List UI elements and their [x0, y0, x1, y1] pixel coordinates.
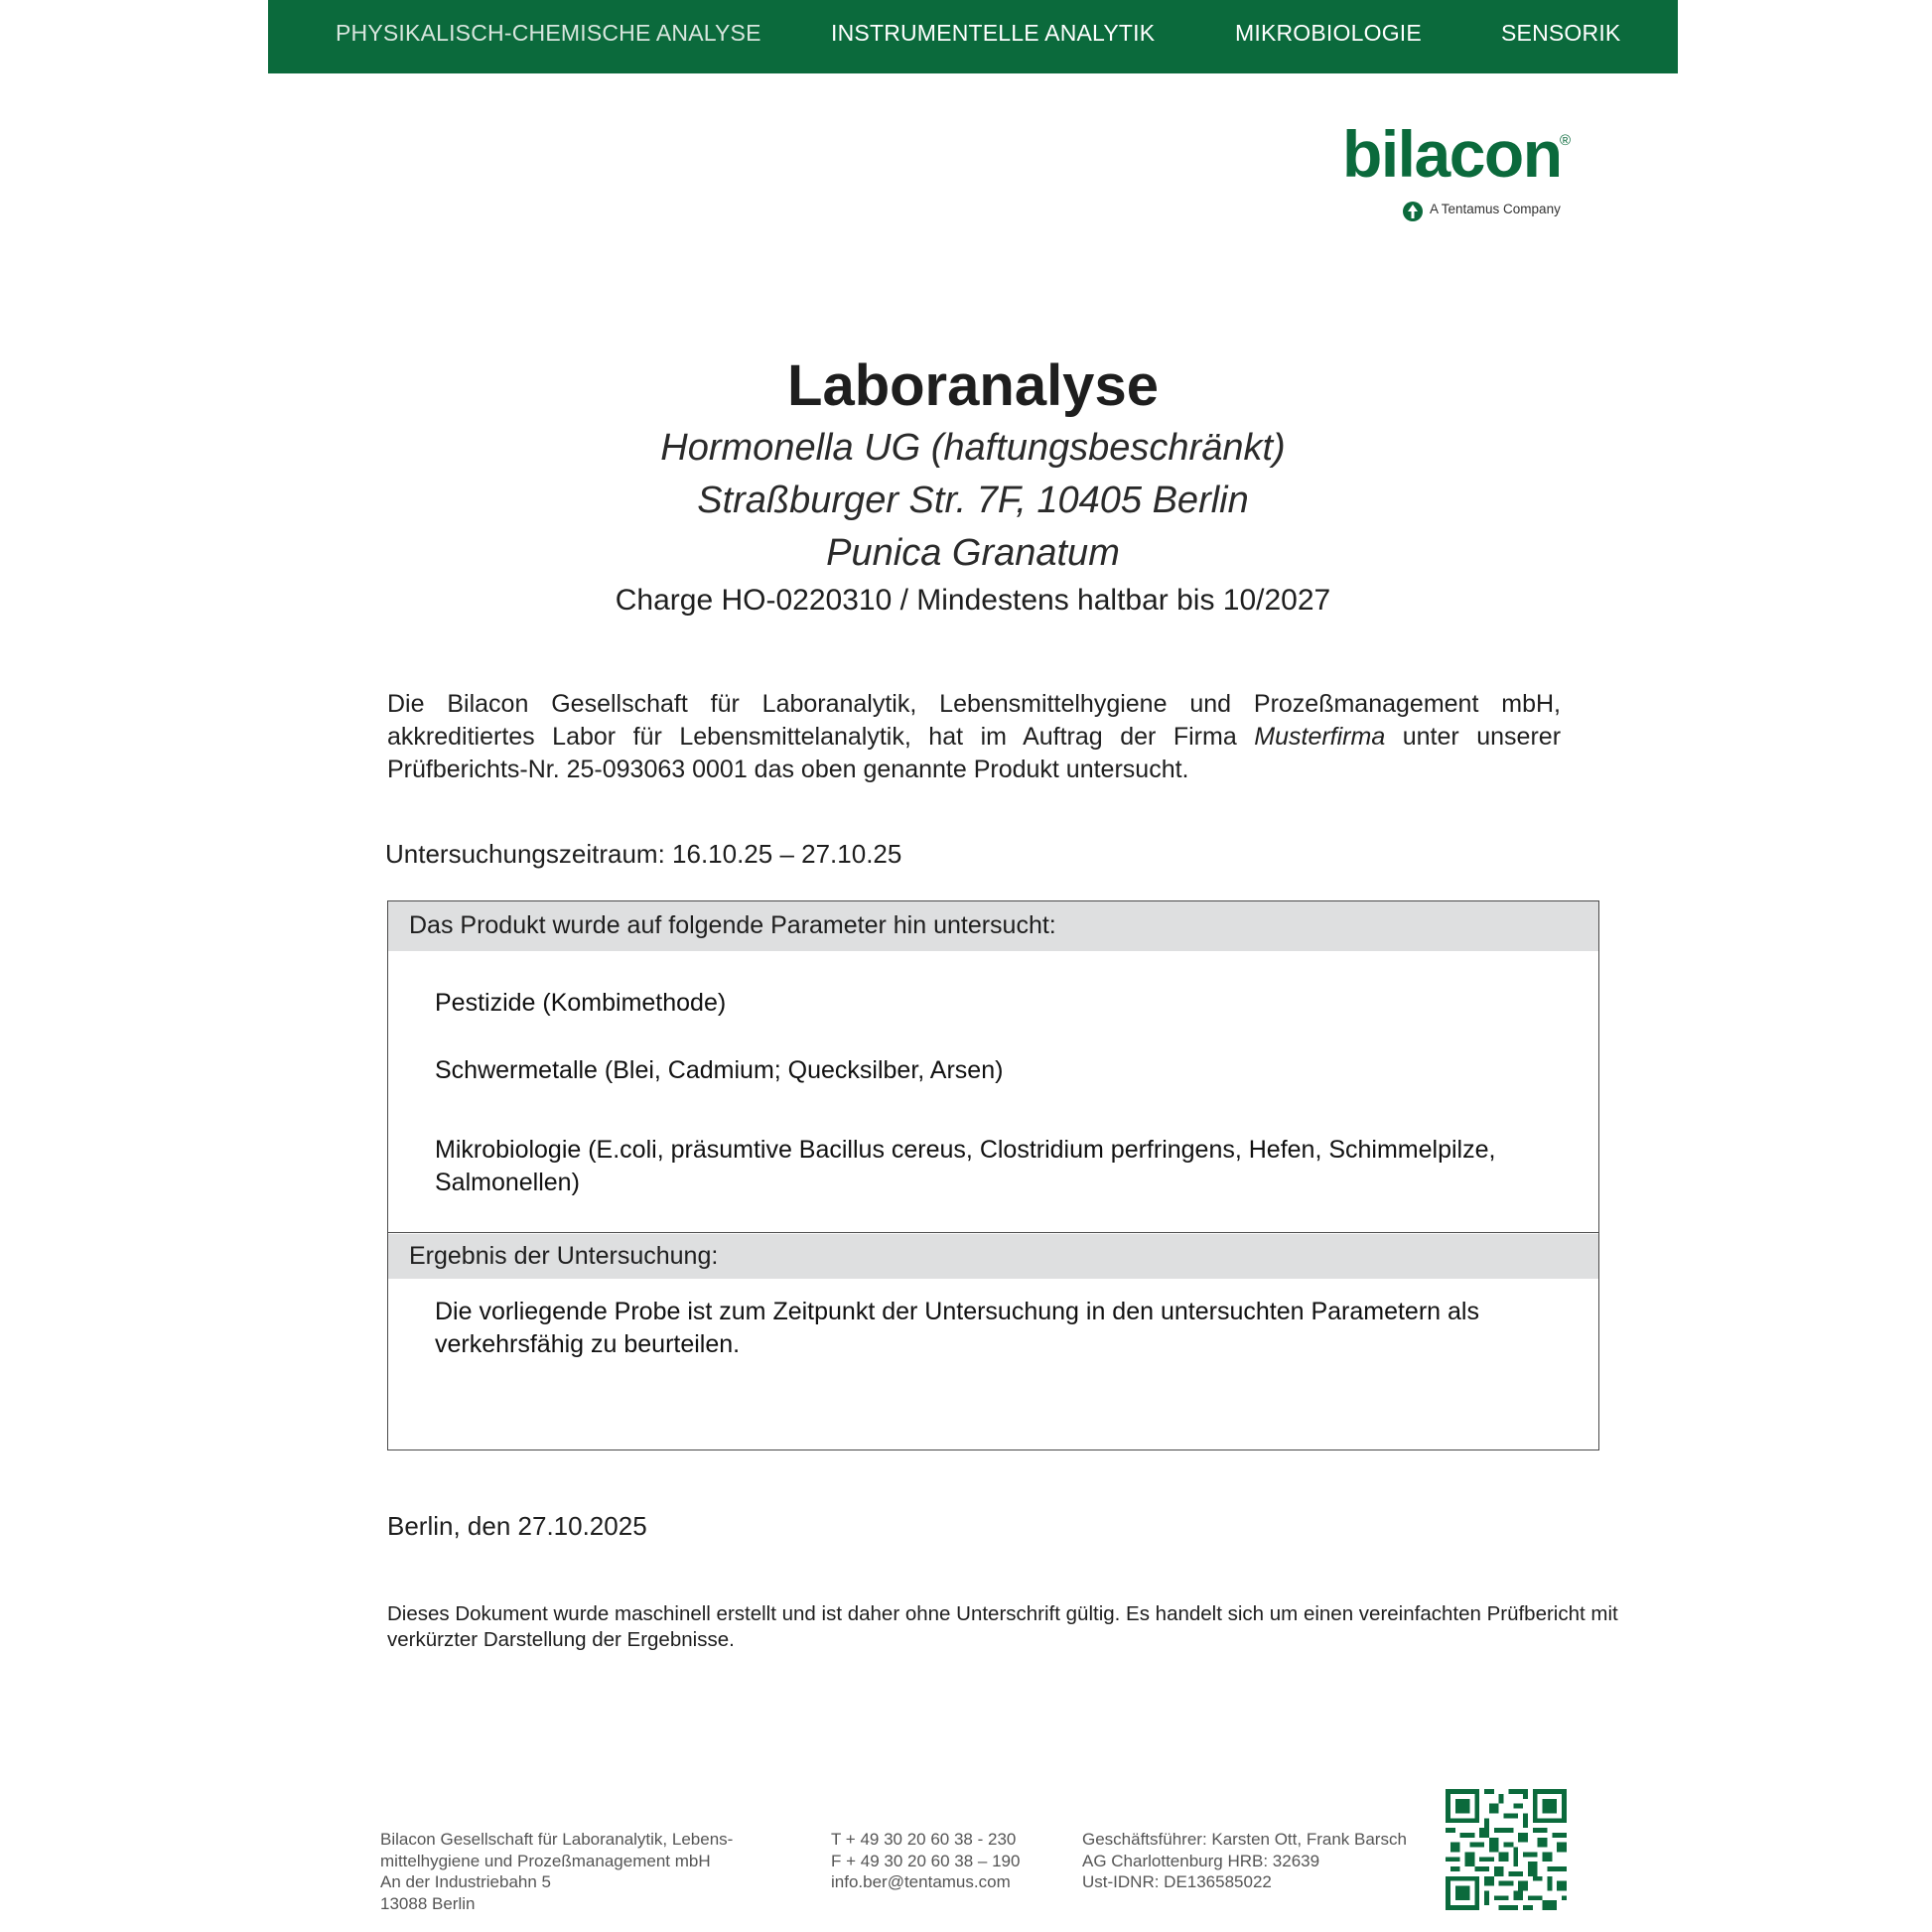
- bilacon-logo: bilacon: [1342, 117, 1562, 191]
- footer-email[interactable]: info.ber@tentamus.com: [831, 1872, 1011, 1891]
- nav-item-physikalisch-chemische[interactable]: PHYSIKALISCH-CHEMISCHE ANALYSE: [336, 20, 761, 46]
- company-address: Straßburger Str. 7F, 10405 Berlin: [697, 480, 1249, 521]
- footer-address-line: An der Industriebahn 5: [380, 1872, 552, 1891]
- page-title: Laboranalyse: [787, 353, 1159, 418]
- footer-fax: F + 49 30 20 60 38 – 190: [831, 1851, 1021, 1870]
- nav-item-mikrobiologie[interactable]: MIKROBIOLOGIE: [1235, 20, 1422, 46]
- footer-address-line: mittelhygiene und Prozeßmanagement mbH: [380, 1851, 711, 1870]
- top-nav-bar: [268, 0, 1678, 73]
- intro-text-2: unter unserer Prüfberichts-Nr. 25-093063 0001 das oben genannte Produkt untersucht.: [387, 723, 1562, 783]
- footer-phone: T + 49 30 20 60 38 - 230: [831, 1830, 1017, 1849]
- footer-address-line: Bilacon Gesellschaft für Laboranalytik, Lebens-: [380, 1830, 734, 1849]
- disclaimer: Dieses Dokument wurde maschinell erstellt und ist daher ohne Unterschrift gültig. Es handelt sich um einen vereinfachten Prüfbericht mit verkürzter Darstellung der Ergebnisse.: [387, 1602, 1618, 1651]
- box-divider: [388, 1232, 1598, 1233]
- parameters-header: Das Produkt wurde auf folgende Parameter hin untersucht:: [409, 911, 1056, 939]
- nav-item-instrumentelle[interactable]: INSTRUMENTELLE ANALYTIK: [831, 20, 1156, 46]
- intro-paragraph: [387, 688, 1561, 786]
- parameter-item-mikrobiologie: Mikrobiologie (E.coli, präsumtive Bacillus cereus, Clostridium perfringens, Hefen, Schimmelpilze,: [435, 1136, 1496, 1164]
- footer-legal-line: AG Charlottenburg HRB: 32639: [1082, 1851, 1320, 1870]
- footer-legal-line: Geschäftsführer: Karsten Ott, Frank Barsch: [1082, 1830, 1407, 1849]
- company-name: Hormonella UG (haftungsbeschränkt): [660, 427, 1286, 469]
- parameter-item-schwermetalle: Schwermetalle (Blei, Cadmium; Quecksilber, Arsen): [435, 1056, 1004, 1084]
- analysis-box: [387, 900, 1599, 1450]
- registered-mark: ®: [1560, 132, 1572, 149]
- product-name: Punica Granatum: [826, 532, 1120, 574]
- qr-code-icon[interactable]: [1446, 1789, 1567, 1910]
- examination-period: Untersuchungszeitraum: 16.10.25 – 27.10.25: [385, 839, 902, 869]
- footer-address: [380, 1829, 733, 1914]
- footer-contact: [831, 1829, 1020, 1893]
- charge-line: Charge HO-0220310 / Mindestens haltbar bis 10/2027: [615, 584, 1331, 617]
- intro-text-1: Die Bilacon Gesellschaft für Laboranalytik, Lebensmittelhygiene und Prozeßmanagement mbH, akkreditiertes Labor für Lebensmittelanalytik, hat im Auftrag der Firma: [387, 690, 1561, 751]
- footer-legal: [1082, 1829, 1407, 1893]
- parameter-item-mikrobiologie-cont: Salmonellen): [435, 1169, 580, 1196]
- footer-legal-line: Ust-IDNR: DE136585022: [1082, 1872, 1272, 1891]
- nav-item-sensorik[interactable]: SENSORIK: [1501, 20, 1621, 46]
- parameter-item-pestizide: Pestizide (Kombimethode): [435, 989, 727, 1017]
- result-header: Ergebnis der Untersuchung:: [409, 1242, 719, 1270]
- tentamus-logo-icon: [1402, 199, 1424, 222]
- logo-tagline: A Tentamus Company: [1430, 202, 1561, 216]
- footer-address-line: 13088 Berlin: [380, 1893, 476, 1913]
- place-date: Berlin, den 27.10.2025: [387, 1511, 647, 1541]
- result-text: Die vorliegende Probe ist zum Zeitpunkt der Untersuchung in den untersuchten Parametern als verkehrsfähig zu beurteilen.: [435, 1298, 1479, 1358]
- intro-firm: Musterfirma: [1254, 723, 1386, 751]
